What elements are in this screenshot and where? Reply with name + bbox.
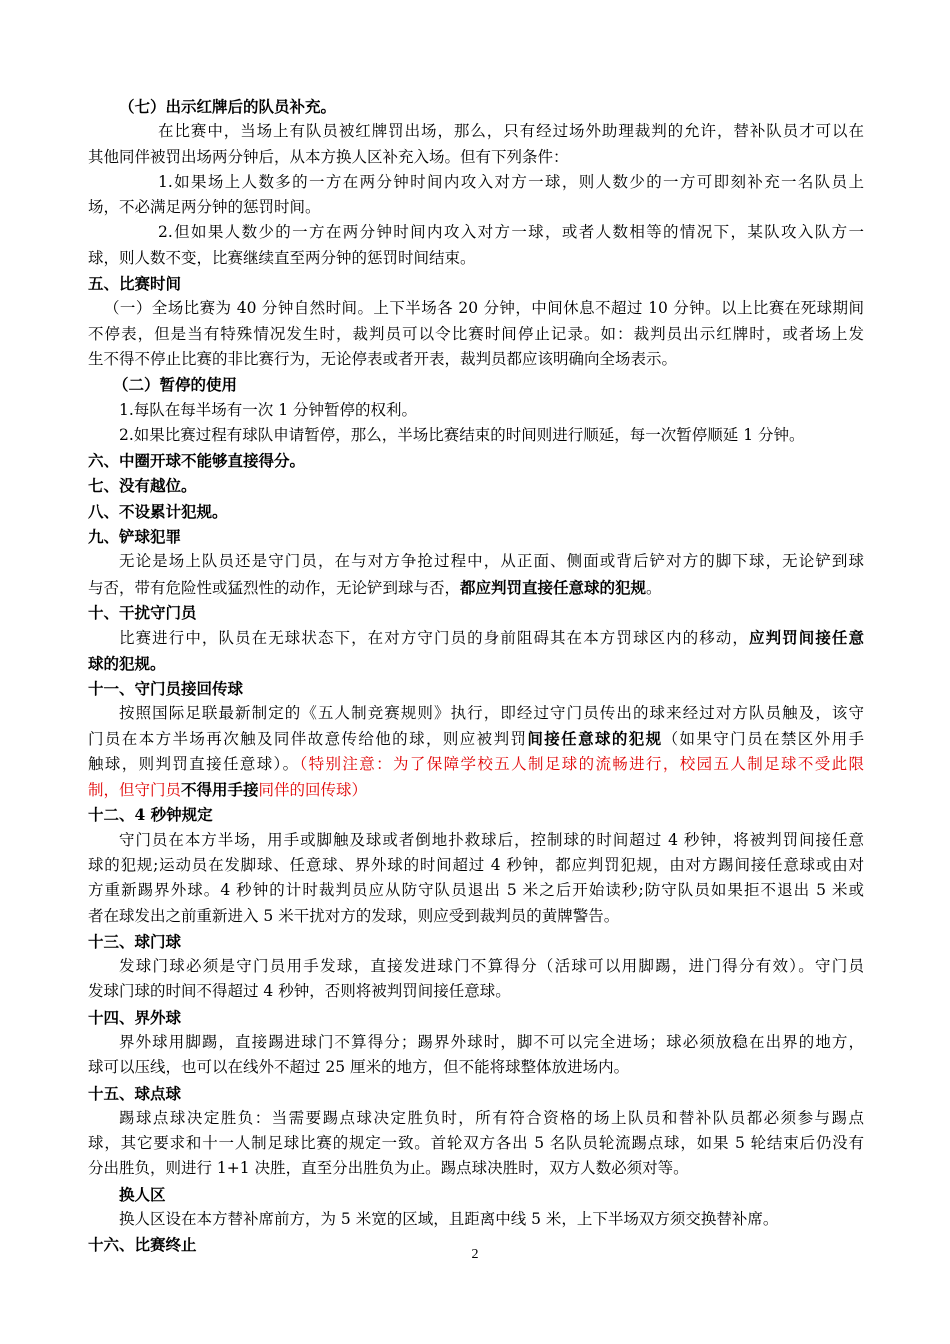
paragraph-line: （一）全场比赛为 40 分钟自然时间。上下半场各 20 分钟，中间休息不超过 10 分钟。以上比赛在死球期间 (104, 299, 864, 318)
text-run: 。 (646, 578, 662, 597)
subsection-heading-timeout: （二）暂停的使用 (113, 375, 238, 395)
section-heading-accumulated-fouls: 八、不设累计犯规。 (88, 501, 228, 521)
section-heading-four-second-rule: 十二、4 秒钟规定 (88, 805, 213, 825)
paragraph-line: 生不得不停止比赛的非比赛行为，无论停表或者开表，裁判员都应该明确向全场表示。 (88, 349, 678, 368)
section-heading-goalkeeper-interference: 十、干扰守门员 (88, 602, 197, 622)
paragraph-line (88, 625, 864, 650)
paragraph-line: 在比赛中，当场上有队员被红牌罚出场，那么，只有经过场外助理裁判的允许，替补队员才可以在 (158, 122, 864, 141)
paragraph-line (88, 777, 864, 802)
emphasis-text: 间接任意球的犯规 (527, 729, 663, 749)
special-note-text: 制，但守门员 (88, 781, 182, 800)
paragraph-line: 场，不必满足两分钟的惩罚时间。 (88, 198, 321, 217)
paragraph-line: 踢球点球决定胜负：当需要踢点球决定胜负时，所有符合资格的场上队员和替补队员都必须参与踢点 (119, 1108, 864, 1127)
paragraph-line: 球，则人数不变，比赛继续直至两分钟的惩罚时间结束。 (88, 248, 476, 267)
list-item-condition-1: 1.如果场上人数多的一方在两分钟时间内攻入对方一球，则人数少的一方可即刻补充一名队员上 (158, 172, 864, 191)
text-run: 与否，带有危险性或猛烈性的动作，无论铲到球与否， (88, 578, 461, 597)
paragraph-line: 发球门球必须是守门员用手发球，直接发进球门不算得分（活球可以用脚踢，进门得分有效）。守门员 (119, 957, 864, 976)
document-page (88, 94, 864, 1258)
paragraph-line: 不停表，但是当有特殊情况发生时，裁判员可以令比赛时间停止记录。如：裁判员出示红牌时，或者场上发 (88, 324, 864, 343)
section-heading-match-termination: 十六、比赛终止 (88, 1235, 197, 1255)
paragraph-line (88, 752, 864, 777)
emphasis-text: 不得用手接 (181, 780, 259, 800)
section-heading-kickoff: 六、中圈开球不能够直接得分。 (88, 451, 306, 471)
paragraph-line: 分出胜负，则进行 1+1 决胜，直至分出胜负为止。踢点球决胜时，双方人数必须对等。 (88, 1159, 689, 1178)
paragraph-line: 球可以压线，也可以在线外不超过 25 厘米的地方，但不能将球整体放进场内。 (88, 1058, 630, 1077)
paragraph-line: 方重新踢界外球。4 秒钟的计时裁判员应从防守队员退出 5 米之后开始读秒;防守队员如果拒不退出 5 米或 (88, 881, 864, 900)
paragraph-line: 按照国际足联最新制定的《五人制竞赛规则》执行，即经过守门员传出的球来经过对方队员触及，该守 (119, 704, 864, 723)
list-item-timeout-1: 1.每队在每半场有一次 1 分钟暂停的权利。 (119, 400, 418, 419)
page-number: 2 (471, 1247, 479, 1262)
emphasis-text: 都应判罚直接任意球的犯规 (460, 577, 647, 597)
text-run: 比赛进行中，队员在无球状态下，在对方守门员的身前阻碍其在本方罚球区内的移动， (119, 629, 749, 648)
paragraph-line: 者在球发出之前重新进入 5 米干扰对方的发球，则应受到裁判员的黄牌警告。 (88, 906, 620, 925)
section-heading-match-time: 五、比赛时间 (88, 274, 182, 294)
section-heading-back-pass: 十一、守门员接回传球 (88, 678, 244, 698)
list-item-condition-2: 2.但如果人数少的一方在两分钟时间内攻入对方一球，或者人数相等的情况下，某队攻入队方一 (158, 223, 864, 242)
section-heading-kick-in: 十四、界外球 (88, 1007, 182, 1027)
list-item-timeout-2: 2.如果比赛过程有球队申请暂停，那么，半场比赛结束的时间则进行顺延，每一次暂停顺延 1 分钟。 (119, 425, 805, 444)
text-run: 门员在本方半场再次触及同伴故意传给他的球，则应被判罚 (88, 730, 528, 749)
paragraph-line (88, 575, 864, 600)
section-heading-sliding-tackle: 九、铲球犯罪 (88, 527, 182, 547)
section-heading-red-card-substitution: （七）出示红牌后的队员补充。 (119, 97, 337, 116)
paragraph-line: 换人区设在本方替补席前方，为 5 米宽的区域，且距离中线 5 米，上下半场双方须交换替补席。 (119, 1210, 779, 1229)
paragraph-line: 守门员在本方半场，用手或脚触及球或者倒地扑救球后，控制球的时间超过 4 秒钟，将被判罚间接任意 (119, 830, 864, 849)
paragraph-line (88, 726, 864, 751)
text-run: （如果守门员在禁区外用手 (662, 730, 864, 749)
paragraph-line: 球，其它要求和十一人制足球比赛的规定一致。首轮双方各出 5 名队员轮流踢点球，如果 5 轮结束后仍没有 (88, 1134, 864, 1153)
section-heading-offside: 七、没有越位。 (88, 476, 197, 496)
paragraph-line: 无论是场上队员还是守门员，在与对方争抢过程中，从正面、侧面或背后铲对方的脚下球，无论铲到球 (119, 552, 864, 571)
section-heading-goal-clearance: 十三、球门球 (88, 931, 182, 951)
special-note-text: 同伴的回传球） (258, 781, 368, 800)
paragraph-line: 其他同伴被罚出场两分钟后，从本方换人区补充入场。但有下列条件： (88, 147, 569, 166)
paragraph-line: 界外球用脚踢，直接踢进球门不算得分；踢界外球时，脚不可以完全进场；球必须放稳在出界的地方， (119, 1032, 864, 1051)
paragraph-line: 球的犯规。 (88, 653, 166, 673)
section-heading-penalty-kicks: 十五、球点球 (88, 1083, 182, 1103)
subsection-heading-substitution-zone: 换人区 (119, 1184, 166, 1204)
paragraph-line: 发球门球的时间不得超过 4 秒钟，否则将被判罚间接任意球。 (88, 982, 511, 1001)
emphasis-text: 应判罚间接任意 (749, 628, 864, 648)
paragraph-line: 球的犯规;运动员在发脚球、任意球、界外球的时间超过 4 秒钟，都应判罚犯规，由对方踢间接任意球或由对 (88, 855, 864, 874)
text-run: 触球，则判罚直接任意球）。 (88, 754, 300, 773)
special-note-text: （特别注意：为了保障学校五人制足球的流畅进行，校园五人制足球不受此限 (299, 754, 864, 773)
